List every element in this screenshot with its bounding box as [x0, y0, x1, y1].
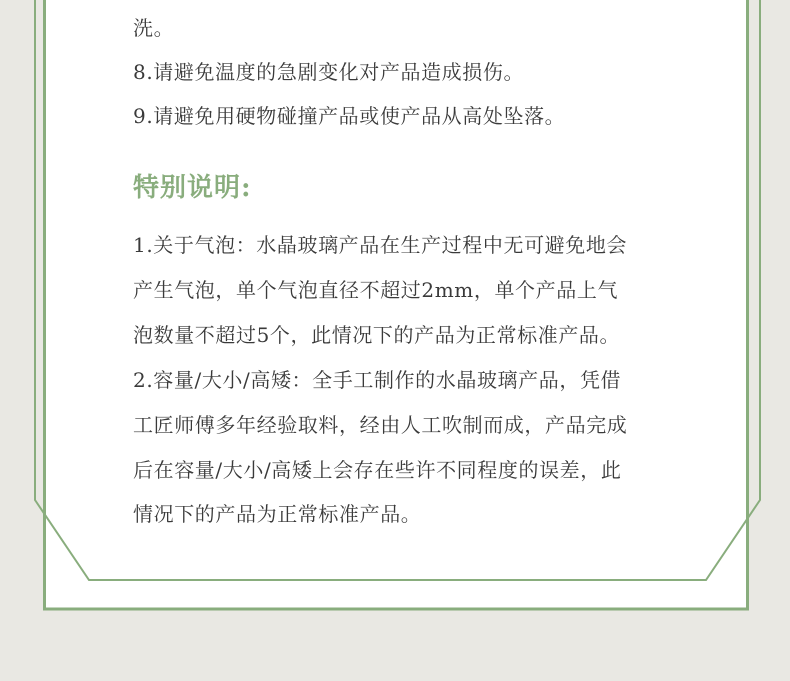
special-note-line: 工匠师傅多年经验取料，经由人工吹制而成，产品完成 [133, 413, 628, 437]
care-note-9: 9.请避免用硬物碰撞产品或使产品从高处坠落。 [133, 104, 566, 128]
care-note-continued: 洗。 [133, 16, 175, 40]
special-note-line: 产生气泡，单个气泡直径不超过2mm，单个产品上气 [133, 278, 619, 302]
special-note-line: 后在容量/大小/高矮上会存在些许不同程度的误差，此 [133, 458, 622, 482]
care-note-8: 8.请避免温度的急剧变化对产品造成损伤。 [133, 60, 525, 84]
special-notes-title: 特别说明: [133, 173, 252, 203]
special-note-line: 情况下的产品为正常标准产品。 [133, 502, 422, 526]
special-note-line: 1.关于气泡：水晶玻璃产品在生产过程中无可避免地会 [133, 233, 628, 257]
special-note-line: 2.容量/大小/高矮：全手工制作的水晶玻璃产品，凭借 [133, 368, 622, 392]
special-note-line: 泡数量不超过5个，此情况下的产品为正常标准产品。 [133, 323, 621, 347]
